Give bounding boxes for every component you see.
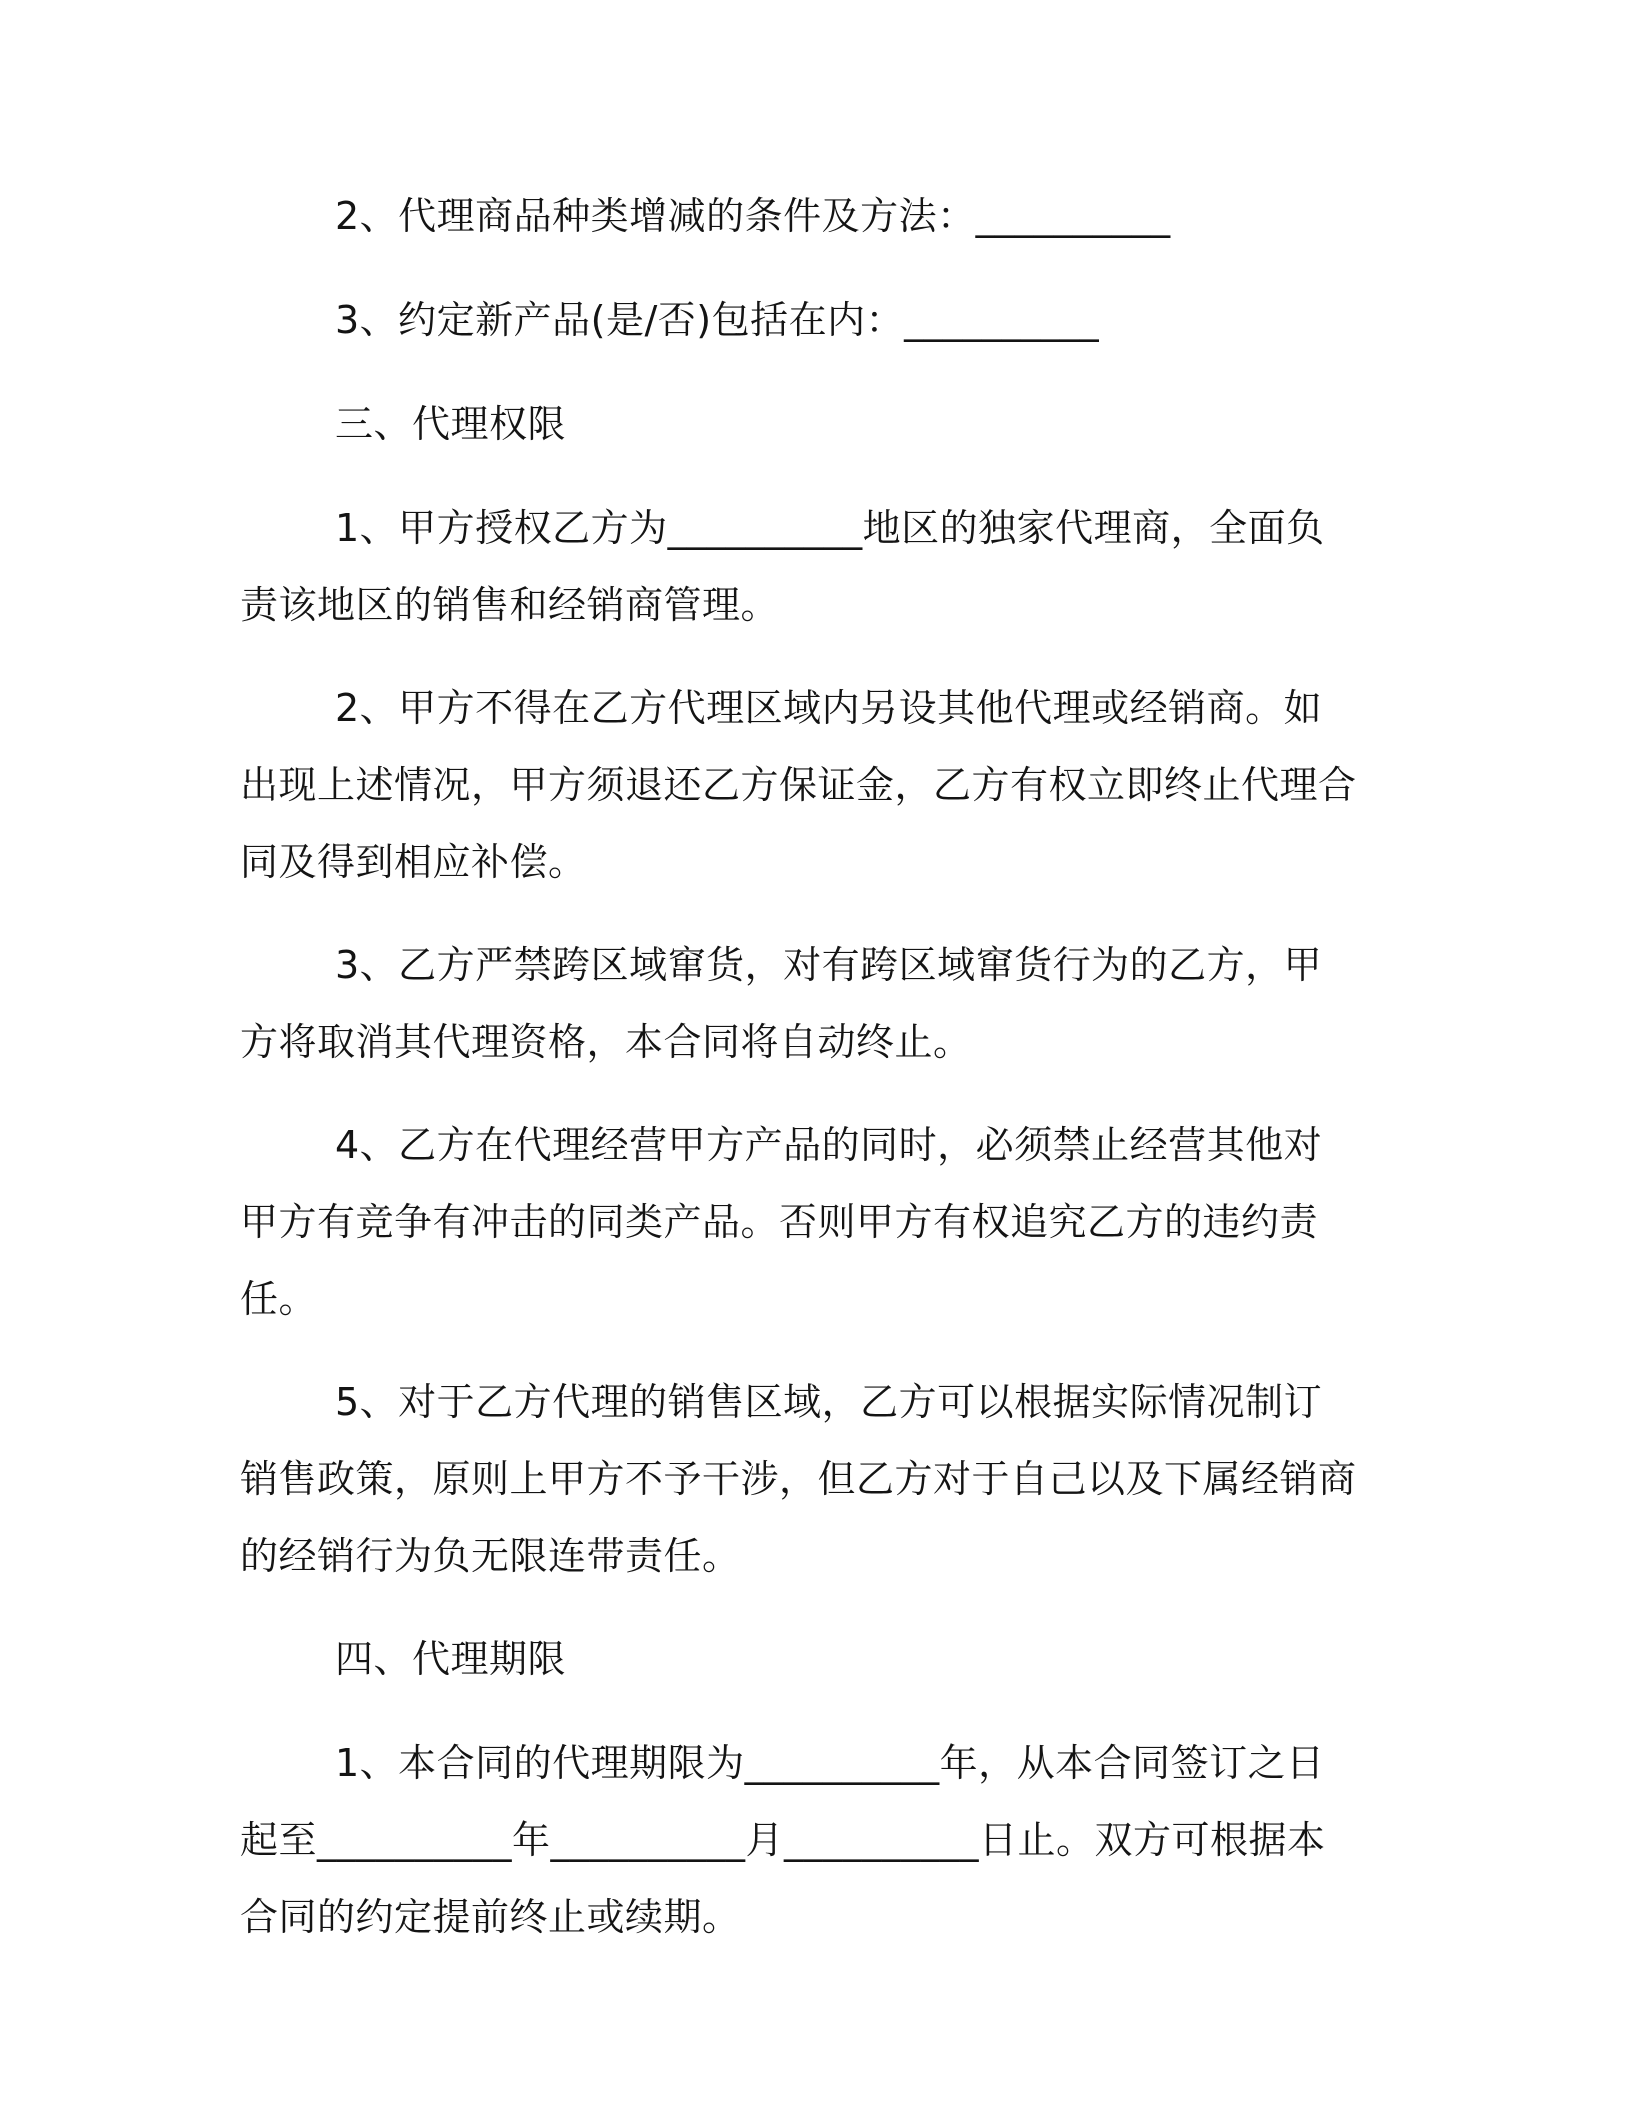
authority-clause-1: 1、甲方授权乙方为__________地区的独家代理商，全面负责该地区的销售和经销商管理。 xyxy=(240,506,1325,627)
authority-clause-4: 4、乙方在代理经营甲方产品的同时，必须禁止经营其他对甲方有竞争有冲击的同类产品。否则甲方有权追究乙方的违约责任。 xyxy=(240,1123,1323,1321)
authority-clause-2: 2、甲方不得在乙方代理区域内另设其他代理或经销商。如出现上述情况，甲方须退还乙方保证金，乙方有权立即终止代理合同及得到相应补偿。 xyxy=(240,686,1357,884)
authority-clause-3: 3、乙方严禁跨区域窜货，对有跨区域窜货行为的乙方，甲方将取消其代理资格，本合同将自动终止。 xyxy=(240,943,1323,1064)
term-clause-1: 1、本合同的代理期限为__________年，从本合同签订之日起至__________年__________月__________日止。双方可根据本合同的约定提前终止或续期。 xyxy=(240,1741,1326,1939)
document-page xyxy=(240,178,1360,1982)
section-heading-agency-authority: 三、代理权限 xyxy=(335,402,567,446)
clause-3-new-products: 3、约定新产品(是/否)包括在内：__________ xyxy=(335,298,1100,342)
clause-2-product-change: 2、代理商品种类增减的条件及方法：__________ xyxy=(335,194,1171,238)
authority-clause-5: 5、对于乙方代理的销售区域，乙方可以根据实际情况制订销售政策，原则上甲方不予干涉，但乙方对于自己以及下属经销商的经销行为负无限连带责任。 xyxy=(240,1380,1357,1578)
section-heading-agency-term: 四、代理期限 xyxy=(335,1637,567,1681)
